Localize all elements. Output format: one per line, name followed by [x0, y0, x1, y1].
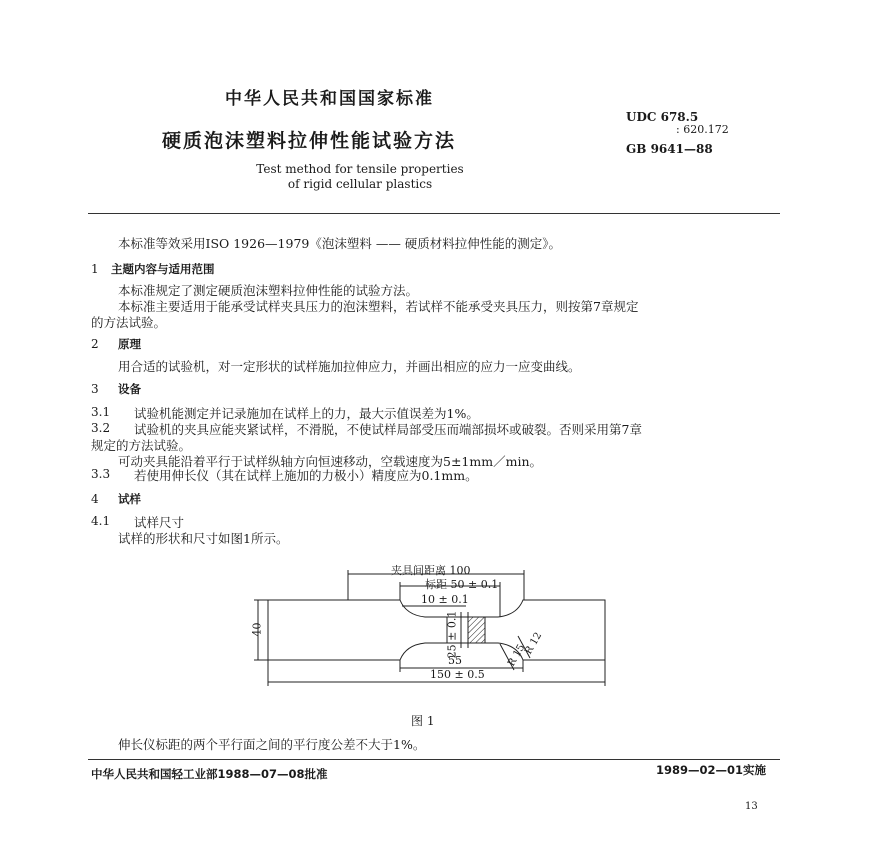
udc-code-sub: : 620.172 [676, 123, 729, 136]
section-1-number: 1 [91, 262, 99, 276]
fig-label-10: 10 ± 0.1 [421, 593, 469, 606]
fig-label-gauge: 标距 50 ± 0.1 [425, 578, 499, 591]
section-3-2-number: 3.2 [91, 421, 111, 435]
gauge-block [468, 617, 485, 643]
section-3-2-text2: 规定的方法试验。 [91, 438, 192, 453]
section-1-p2b: 的方法试验。 [91, 315, 167, 330]
section-4-1-text: 试样的形状和尺寸如图1所示。 [118, 531, 289, 546]
after-figure-text: 伸长仪标距的两个平行面之间的平行度公差不大于1%。 [118, 737, 426, 752]
standard-org: 中华人民共和国国家标准 [225, 89, 434, 109]
footer-rule [88, 759, 780, 760]
figure-caption: 图 1 [411, 714, 435, 728]
section-4-1-title: 试样尺寸 [134, 515, 185, 530]
section-3-number: 3 [91, 382, 99, 396]
gb-number: GB 9641—88 [626, 142, 713, 156]
section-3-3-number: 3.3 [91, 467, 111, 481]
fig-label-r-large: R 12 [523, 630, 545, 657]
fig-label-55: 55 [448, 654, 462, 667]
approval-text: 中华人民共和国轻工业部1988—07—08批准 [91, 767, 328, 781]
fig-label-150: 150 ± 0.5 [430, 668, 485, 681]
section-2-number: 2 [91, 337, 99, 351]
section-4-1-number: 4.1 [91, 514, 111, 528]
document-title-en [230, 162, 490, 192]
title-en-line1: Test method for tensile properties [256, 162, 464, 176]
section-1-p2a: 本标准主要适用于能承受试样夹具压力的泡沫塑料，若试样不能承受夹具压力，则按第7章规定 [118, 299, 639, 314]
section-3-2-text3: 可动夹具能沿着平行于试样纵轴方向恒速移动，空载速度为5±1mm／min。 [118, 454, 542, 469]
intro-text: 本标准等效采用ISO 1926—1979《泡沫塑料 —— 硬质材料拉伸性能的测定》。 [118, 236, 562, 251]
specimen-outline [268, 600, 605, 660]
section-4-number: 4 [91, 492, 99, 506]
fig-label-40: 40 [250, 622, 264, 637]
udc-code: UDC 678.5 [626, 110, 699, 124]
section-1-p1: 本标准规定了测定硬质泡沫塑料拉伸性能的试验方法。 [118, 283, 419, 298]
section-4-title: 试样 [118, 492, 141, 506]
section-3-title: 设备 [118, 382, 141, 396]
section-3-3-text: 若使用伸长仪（其在试样上施加的力极小）精度应为0.1mm。 [134, 468, 478, 483]
fig-label-25: 25 ± 0.1 [445, 610, 459, 659]
document-title: 硬质泡沫塑料拉伸性能试验方法 [162, 130, 457, 152]
section-2-title: 原理 [118, 337, 141, 351]
fig-label-r-small: R 15 [506, 642, 528, 669]
section-1-title: 主题内容与适用范围 [111, 262, 215, 276]
header-rule [88, 213, 780, 214]
effective-date: 1989—02—01实施 [656, 763, 767, 777]
section-3-2-text: 试验机的夹具应能夹紧试样，不滑脱，不使试样局部受压而端部损坏或破裂。否则采用第7章 [134, 422, 642, 437]
section-3-1-number: 3.1 [91, 405, 111, 419]
section-3-1-text: 试验机能测定并记录施加在试样上的力，最大示值误差为1%。 [134, 406, 479, 421]
page-number: 13 [745, 801, 758, 812]
title-en-line2: of rigid cellular plastics [287, 177, 433, 191]
fig-label-grip: 夹具间距离 100 [391, 564, 471, 577]
section-2-p1: 用合适的试验机，对一定形状的试样施加拉伸应力，并画出相应的应力一应变曲线。 [118, 359, 581, 374]
